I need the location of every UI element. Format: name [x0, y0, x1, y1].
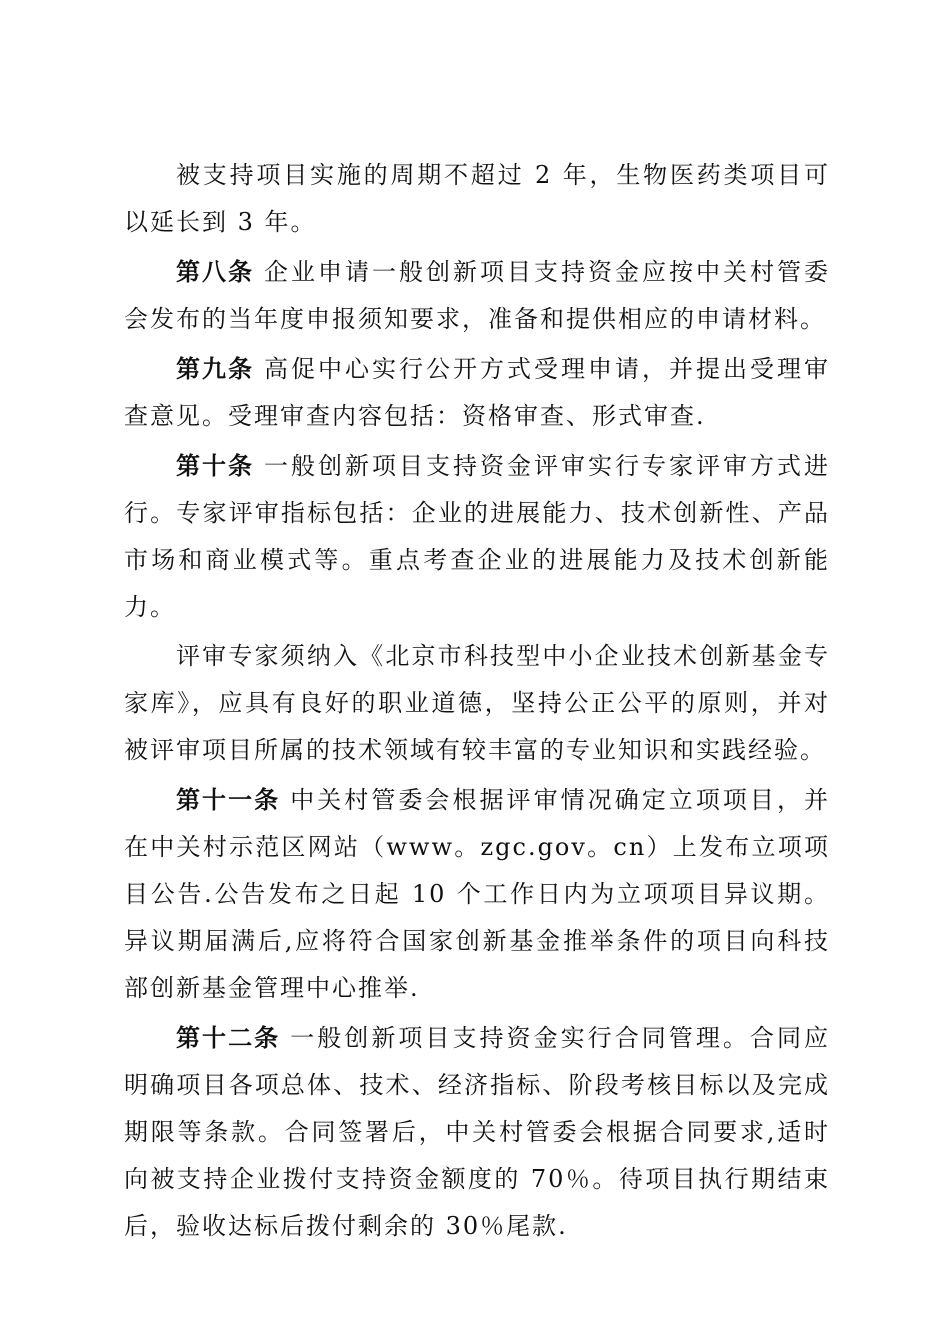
article-10-text: 一般创新项目支持资金评审实行专家评审方式进行。专家评审指标包括：企业的进展能力、技术创新性、产品市场和商业模式等。重点考查企业的进展能力及技术创新能力。 [124, 452, 830, 621]
article-11-text: 中关村管委会根据评审情况确定立项项目，并在中关村示范区网站（www。zgc.gov。cn）上发布立项项目公告.公告发布之日起 10 个工作日内为立项项目异议期。异议期届满后,应将符合国家创新基金推举条件的项目向科技部创新基金管理中心推举. [124, 786, 831, 1002]
article-9-heading: 第九条 [176, 354, 254, 383]
article-8-heading: 第八条 [176, 257, 254, 286]
article-9 [124, 345, 830, 440]
article-12-text: 一般创新项目支持资金实行合同管理。合同应明确项目各项总体、技术、经济指标、阶段考核目标以及完成期限等条款。合同签署后，中关村管委会根据合同要求,适时向被支持企业拨付支持资金额度的 70％。待项目执行期结束后，验收达标后拨付剩余的 30％尾款. [124, 1024, 831, 1240]
article-8 [124, 248, 830, 343]
article-8-text: 企业申请一般创新项目支持资金应按中关村管委会发布的当年度申报须知要求，准备和提供相应的申请材料。 [124, 258, 830, 333]
paragraph-1 [124, 152, 830, 246]
article-12-heading: 第十二条 [176, 1023, 281, 1052]
article-9-text: 高促中心实行公开方式受理申请，并提出受理审查意见。受理审查内容包括：资格审查、形式审查. [124, 355, 830, 430]
article-10-heading: 第十条 [176, 451, 254, 480]
document-body [124, 152, 830, 1250]
paragraph-1-text: 被支持项目实施的周期不超过 2 年，生物医药类项目可以延长到 3 年。 [124, 161, 830, 236]
expert-paragraph-text: 评审专家须纳入《北京市科技型中小企业技术创新基金专家库》，应具有良好的职业道德，坚持公正公平的原则，并对被评审项目所属的技术领域有较丰富的专业知识和实践经验。 [124, 642, 830, 764]
article-12 [124, 1014, 830, 1250]
article-11 [124, 776, 830, 1012]
expert-paragraph [124, 633, 830, 774]
article-10 [124, 442, 830, 631]
article-11-heading: 第十一条 [176, 785, 281, 814]
